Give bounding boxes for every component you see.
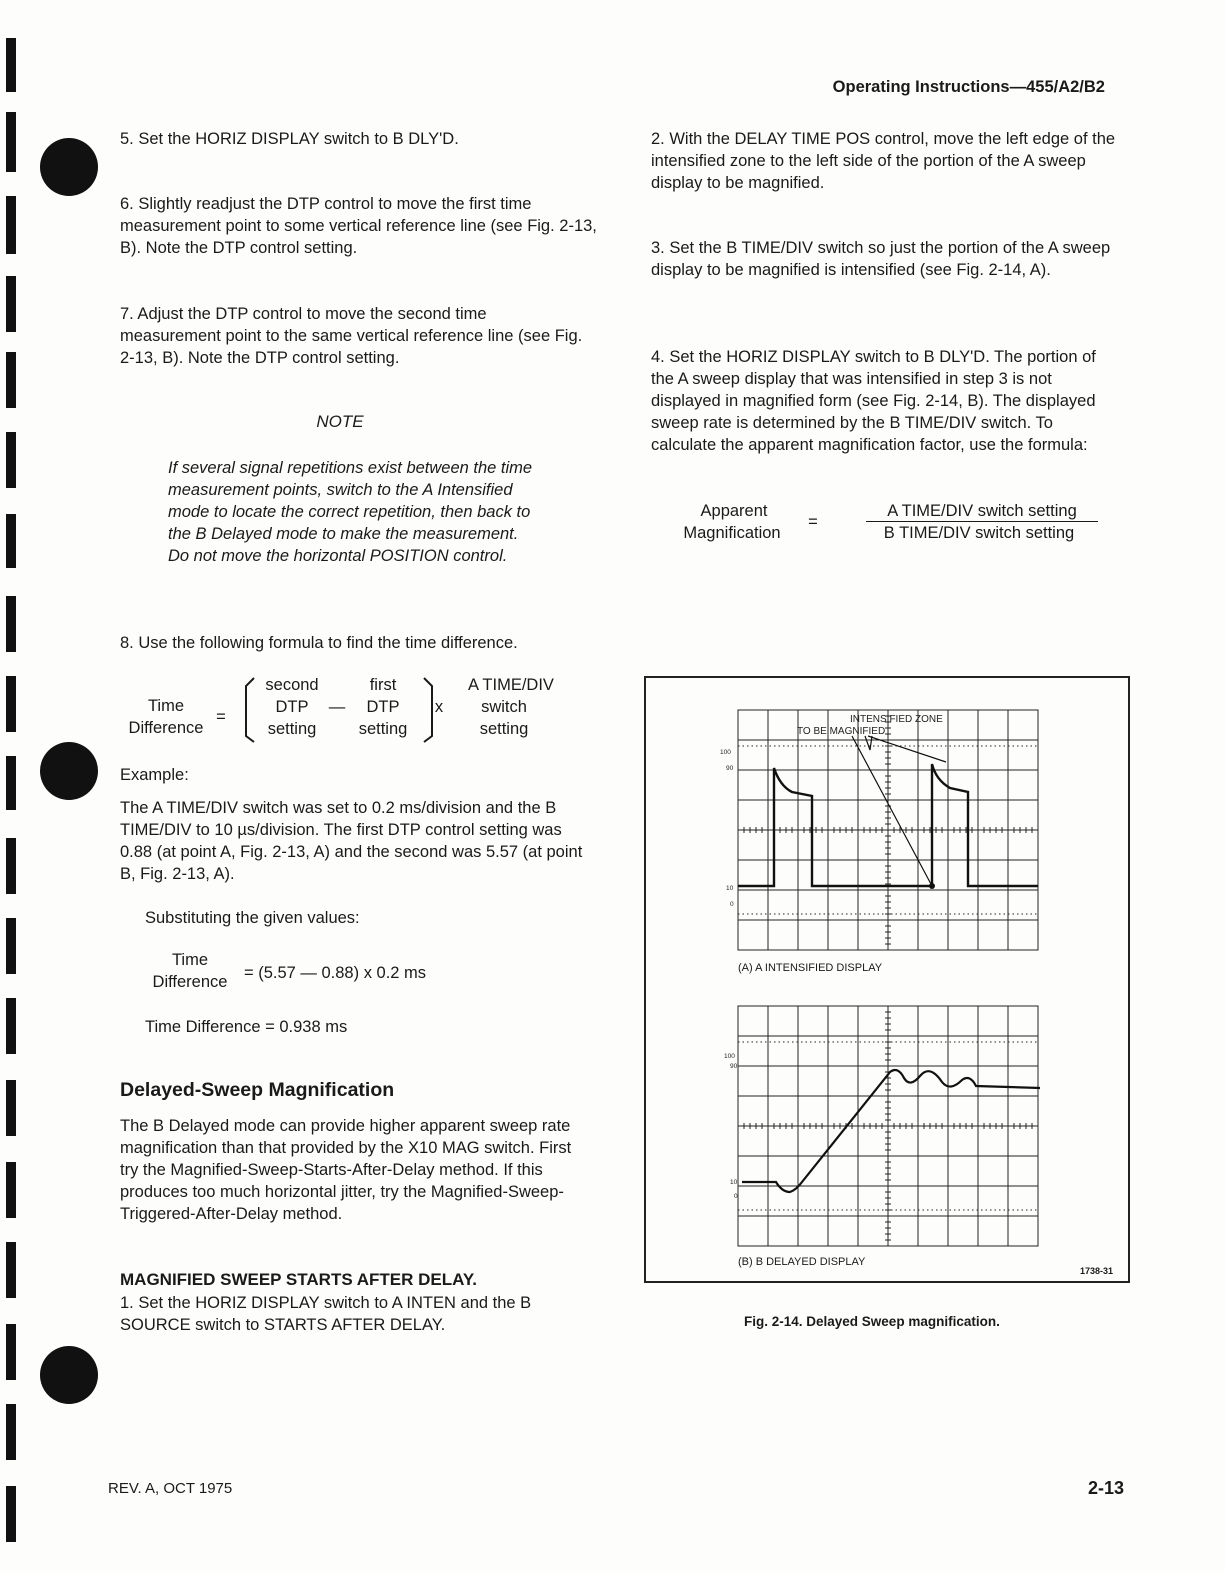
formula-first-1: first — [369, 676, 397, 694]
calc-rhs: = (5.57 — 0.88) x 0.2 ms — [244, 964, 427, 982]
formula-second-1: second — [265, 676, 319, 694]
substituting-text: Substituting the given values: — [145, 909, 360, 927]
step-5: 5. Set the HORIZ DISPLAY switch to B DLY'D. — [120, 130, 459, 148]
formula-second-2: DTP — [275, 698, 309, 716]
zone-end-dot — [929, 883, 935, 889]
formula-second-3: setting — [267, 720, 317, 738]
formula-first-3: setting — [358, 720, 408, 738]
mag-equals: = — [808, 513, 818, 531]
step-2: 2. With the DELAY TIME POS control, move the left edge of the intensified zone to the left side of the portion of the A sweep display to be magnified. — [651, 130, 1116, 192]
scale-10-b: 10 — [730, 1179, 738, 1186]
page-number: 2-13 — [1088, 1478, 1125, 1498]
scale-100-b: 100 — [724, 1053, 735, 1060]
graticule-a — [720, 706, 1050, 954]
scale-90-b: 90 — [730, 1063, 738, 1070]
intensified-zone-line-1 — [852, 736, 932, 886]
calc-lhs-time: Time — [171, 951, 209, 969]
formula-first-2: DTP — [366, 698, 400, 716]
result-text: Time Difference = 0.938 ms — [145, 1018, 348, 1036]
subheading: MAGNIFIED SWEEP STARTS AFTER DELAY. — [120, 1270, 478, 1289]
revision-footer: REV. A, OCT 1975 — [108, 1480, 233, 1497]
note-title: NOTE — [316, 412, 364, 431]
graticule-b — [720, 1002, 1050, 1250]
caption-a: (A) A INTENSIFIED DISPLAY — [738, 962, 883, 974]
scale-100-a: 100 — [720, 749, 731, 756]
formula-atd-3: setting — [479, 720, 529, 738]
example-label: Example: — [120, 766, 189, 784]
step-8: 8. Use the following formula to find the time difference. — [120, 634, 518, 652]
formula-atd-1: A TIME/DIV — [468, 676, 554, 694]
formula-lhs-time: Time — [147, 697, 185, 715]
mag-lhs-magnification: Magnification — [683, 524, 781, 542]
intensified-zone-label: INTENSIFIED ZONE — [850, 714, 943, 725]
section-body: The B Delayed mode can provide higher apparent sweep rate magnification than that provided by the X10 MAG switch. First try the Magnified-Sweep-Starts-After-Delay method. If this produces too much horizontal jitter, try the Magnified-Sweep-Triggered-After-Delay method. — [120, 1117, 572, 1223]
section-heading: Delayed-Sweep Magnification — [120, 1079, 395, 1101]
zone-pointer — [865, 736, 872, 750]
mag-denominator: B TIME/DIV switch setting — [883, 524, 1075, 542]
mag-lhs-apparent: Apparent — [700, 502, 768, 520]
mag-numerator: A TIME/DIV switch setting — [866, 502, 1098, 522]
calc-lhs-difference: Difference — [152, 973, 228, 991]
intensified-zone-label-2: TO BE MAGNIFIED — [797, 726, 886, 737]
formula-lhs-difference: Difference — [128, 719, 204, 737]
scale-10-a: 10 — [726, 885, 734, 892]
step-4: 4. Set the HORIZ DISPLAY switch to B DLY'D. The portion of the A sweep display that was intensified in step 3 is not displayed in magnified form (see Fig. 2-14, B). The displayed sweep rate is determined by the B TIME/DIV switch. To calculate the apparent magnification factor, use the formula: — [651, 348, 1096, 454]
step-7: 7. Adjust the DTP control to move the second time measurement point to the same vertical reference line (see Fig. 2-13, B). Note the DTP control setting. — [120, 305, 583, 367]
formula-atd-2: switch — [481, 698, 527, 716]
scale-0-a: 0 — [730, 901, 734, 908]
scale-90-a: 90 — [726, 765, 734, 772]
formula-equals: = — [216, 708, 226, 726]
scale-0-b: 0 — [734, 1193, 738, 1200]
step-3: 3. Set the B TIME/DIV switch so just the portion of the A sweep display to be magnified is intensified (see Fig. 2-14, A). — [651, 239, 1111, 279]
figure-id: 1738-31 — [1080, 1266, 1114, 1276]
formula-times: x — [434, 698, 444, 716]
example-text: The A TIME/DIV switch was set to 0.2 ms/division and the B TIME/DIV to 10 µs/division. The first DTP control setting was 0.88 (at point A, Fig. 2-13, A) and the second was 5.57 (at point B, Fig. 2-13, A). — [120, 799, 583, 883]
page-header: Operating Instructions—455/A2/B2 — [832, 78, 1105, 96]
formula-minus: — — [328, 698, 346, 716]
caption-b: (B) B DELAYED DISPLAY — [738, 1256, 866, 1268]
step-1: 1. Set the HORIZ DISPLAY switch to A INTEN and the B SOURCE switch to STARTS AFTER DELAY. — [120, 1294, 532, 1334]
note-body: If several signal repetitions exist between the time measurement points, switch to the A Intensified mode to locate the correct repetition, then back to the B Delayed mode to make the measurement. Do not move the horizontal POSITION control. — [168, 459, 533, 565]
figure-caption: Fig. 2-14. Delayed Sweep magnification. — [744, 1314, 1000, 1329]
step-6: 6. Slightly readjust the DTP control to move the first time measurement point to some vertical reference line (see Fig. 2-13, B). Note the DTP control setting. — [120, 195, 597, 257]
